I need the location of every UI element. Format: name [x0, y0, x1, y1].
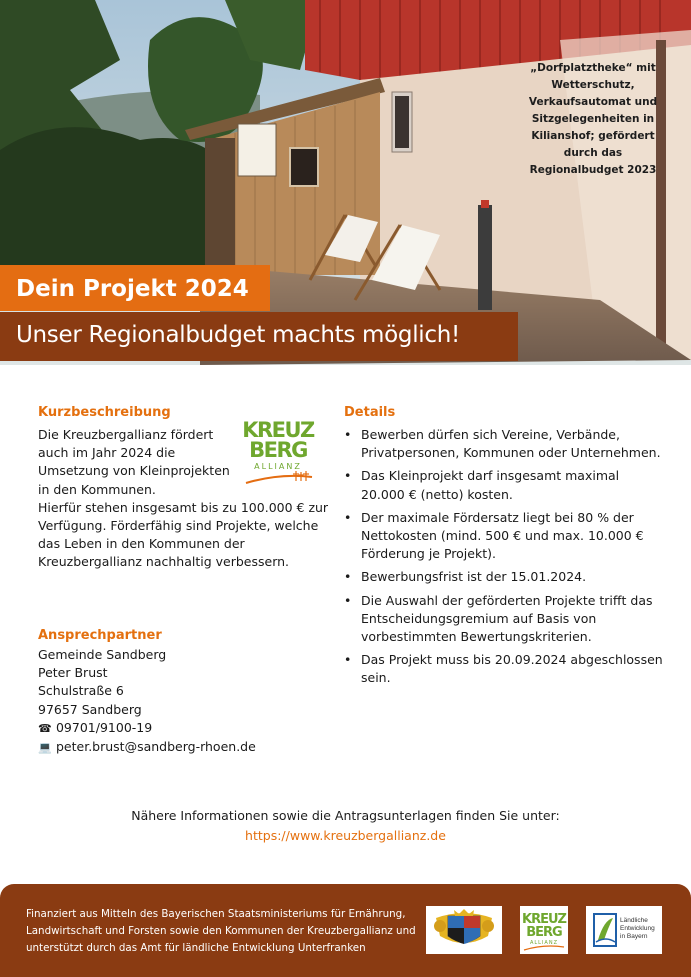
details-item: • Das Projekt muss bis 20.09.2024 abgeschlossen sein.	[344, 651, 664, 687]
details-item: • Bewerbungsfrist ist der 15.01.2024.	[344, 568, 664, 586]
phone-icon: ☎	[38, 721, 52, 735]
details-heading: Details	[344, 405, 396, 420]
ansprechpartner-section	[38, 628, 328, 757]
kurzbeschreibung-heading: Kurzbeschreibung	[38, 405, 171, 420]
contact-email[interactable]: peter.brust@sandberg-rhoen.de	[55, 739, 256, 755]
logo-line-2: BERG	[249, 438, 307, 462]
contact-phone-row	[38, 719, 328, 738]
website-link[interactable]: https://www.kreuzbergallianz.de	[245, 828, 446, 843]
small-logo-line-2: BERG	[526, 925, 562, 940]
details-list	[344, 426, 664, 688]
small-logo-line-3: ALLIANZ	[529, 940, 559, 946]
details-item: • Der maximale Fördersatz liegt bei 80 % der Nettokosten (mind. 500 € und max. 10.000 € Förderung je Projekt).	[344, 509, 664, 564]
details-item: • Das Kleinprojekt darf insgesamt maximal 20.000 € (netto) kosten.	[344, 467, 664, 503]
laendliche-entwicklung-logo	[586, 906, 662, 954]
photo-caption: „Dorfplatztheke“ mit Wetterschutz, Verkaufsautomat und Sitzgelegenheiten in Kilianshof; gefördert durch das Regionalbudget 2023	[528, 62, 658, 176]
details-item: • Die Auswahl der geförderten Projekte trifft das Entscheidungsgremium auf Basis von vorbestimmten Bewertungskriterien.	[344, 592, 664, 647]
contact-name: Peter Brust	[38, 665, 108, 681]
contact-organisation: Gemeinde Sandberg	[38, 647, 167, 662]
le-logo-line-1: Ländliche	[620, 917, 648, 924]
small-logo-line-1: KREUZ	[522, 912, 566, 927]
details-item: • Bewerben dürfen sich Vereine, Verbände, Privatpersonen, Kommunen oder Unternehmen.	[344, 426, 664, 462]
le-logo-line-2: Entwicklung	[620, 925, 655, 932]
kreuzberg-small-logo-icon	[520, 906, 568, 954]
logo-line-3: ALLIANZ	[254, 462, 302, 471]
kurzbeschreibung-text: Hierfür stehen insgesamt bis zu 100.000 € zur Verfügung. Förderfähig sind Projekte, welche das Leben in den Kommunen der Kreuzbergallianz nachhaltig verbessern.	[38, 499, 329, 570]
logo-line-1: KREUZ	[242, 418, 314, 442]
ansprechpartner-heading: Ansprechpartner	[38, 628, 162, 643]
page-subtitle: Unser Regionalbudget machts möglich!	[0, 312, 518, 361]
contact-city: 97657 Sandberg	[38, 701, 142, 717]
page-title: Dein Projekt 2024	[0, 265, 270, 311]
bavarian-coat-of-arms-logo	[426, 906, 502, 954]
contact-street: Schulstraße 6	[38, 683, 124, 699]
more-info	[0, 806, 691, 846]
contact-email-row	[38, 738, 328, 757]
le-logo-line-3: in Bayern	[620, 933, 648, 940]
contact-phone[interactable]: 09701/9100-19	[55, 719, 153, 735]
laptop-icon: 💻	[38, 741, 52, 755]
le-logo-text	[620, 917, 655, 941]
more-info-text: Nähere Informationen sowie die Antragsunterlagen finden Sie unter:	[131, 808, 560, 823]
coat-of-arms-icon	[426, 906, 502, 954]
funding-text: Finanziert aus Mitteln des Bayerischen Staatsministeriums für Ernährung, Landwirtschaft und Forsten sowie den Kommunen der Kreuzbergallianz und unterstützt durch das Amt für ländliche Entwicklung Unterfranken	[26, 908, 416, 954]
kreuzberg-allianz-logo	[240, 411, 316, 489]
kurzbeschreibung-intro: Die Kreuzbergallianz fördert auch im Jahr 2024 die Umsetzung von Kleinprojekten in den Kommunen.	[38, 427, 230, 497]
kreuzberg-logo-graphic	[240, 411, 316, 489]
details-section	[344, 405, 664, 693]
kreuzberg-allianz-small-logo	[520, 906, 568, 954]
